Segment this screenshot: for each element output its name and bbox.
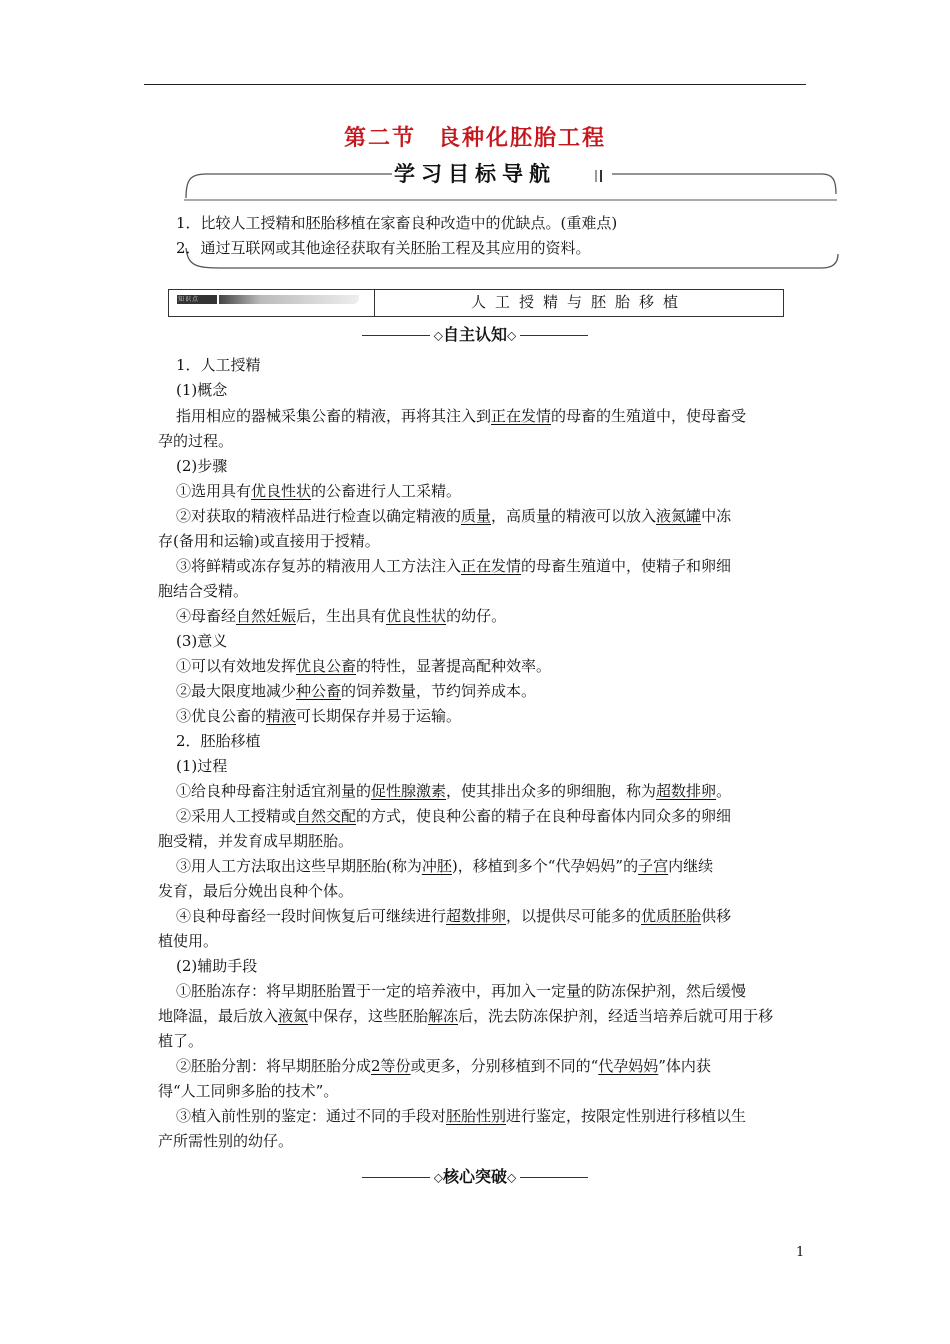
text-line: (1)过程: [176, 757, 228, 775]
text-line: ②对获取的精液样品进行检查以确定精液的质量，高质量的精液可以放入液氮罐中冻: [176, 507, 732, 525]
knowledge-point-bar: [168, 289, 784, 317]
text-line: ③优良公畜的精液可长期保存并易于运输。: [176, 707, 462, 725]
goal-item: 1．比较人工授精和胚胎移植在家畜良种改造中的优缺点。(重难点): [176, 214, 618, 232]
text-line: 地降温，最后放入液氮中保存，这些胚胎解冻后，洗去防冻保护剂，经适当培养后就可用于移: [158, 1007, 774, 1025]
learning-goals-heading: 学习目标导航: [394, 162, 556, 186]
knowledge-point-topic: 人工授精与胚胎移植: [470, 293, 687, 311]
page-title: [0, 121, 950, 152]
text-line: ④良种母畜经一段时间恢复后可继续进行超数排卵，以提供尽可能多的优质胚胎供移: [176, 907, 732, 925]
text-line: 发育，最后分娩出良种个体。: [158, 882, 354, 900]
text-line: 植了。: [158, 1032, 204, 1050]
section-heading-text: 自主认知: [442, 325, 507, 344]
text-line: 得“人工同卵多胎的技术”。: [158, 1082, 339, 1100]
text-line: 指用相应的器械采集公畜的精液，再将其注入到正在发情的母畜的生殖道中，使母畜受: [176, 407, 747, 425]
text-line: ②最大限度地减少种公畜的饲养数量，节约饲养成本。: [176, 682, 537, 700]
text-line: (1)概念: [176, 381, 228, 399]
decorative-bar: [219, 295, 359, 304]
text-line: 胞受精，并发育成早期胚胎。: [158, 832, 354, 850]
goal-item: 2．通过互联网或其他途径获取有关胚胎工程及其应用的资料。: [176, 239, 591, 257]
text-line: 存(备用和运输)或直接用于授精。: [158, 532, 380, 550]
text-line: ②采用人工授精或自然交配的方式，使良种公畜的精子在良种母畜体内同众多的卵细: [176, 807, 732, 825]
text-line: ②胚胎分割：将早期胚胎分成2等份或更多，分别移植到不同的“代孕妈妈”体内获: [176, 1057, 711, 1075]
knowledge-point-tag: 知识点: [178, 296, 200, 303]
section-number: 第二节: [343, 125, 416, 151]
text-line: (2)步骤: [176, 457, 228, 475]
text-line: 产所需性别的幼仔。: [158, 1132, 294, 1150]
text-line: ①可以有效地发挥优良公畜的特性，显著提高配种效率。: [176, 657, 552, 675]
text-line: ③用人工方法取出这些早期胚胎(称为冲胚)，移植到多个“代孕妈妈”的子宫内继续: [176, 857, 714, 875]
section-heading-self-study: ◇自主认知◇: [0, 322, 950, 345]
text-line: ③将鲜精或冻存复苏的精液用人工方法注入正在发情的母畜生殖道中，使精子和卵细: [176, 557, 732, 575]
text-line: ③植入前性别的鉴定：通过不同的手段对胚胎性别进行鉴定，按限定性别进行移植以生: [176, 1107, 747, 1125]
text-line: (2)辅助手段: [176, 957, 258, 975]
text-line: (3)意义: [176, 632, 228, 650]
text-line: 胞结合受精。: [158, 582, 249, 600]
knowledge-point-tag-cell: [169, 290, 375, 316]
text-line: ④母畜经自然妊娠后，生出具有优良性状的幼仔。: [176, 607, 507, 625]
text-line: ①胚胎冻存：将早期胚胎置于一定的培养液中，再加入一定量的防冻保护剂，然后缓慢: [176, 982, 747, 1000]
text-line: 2．胚胎移植: [176, 732, 261, 750]
page-number: 1: [796, 1245, 805, 1260]
text-line: ①选用具有优良性状的公畜进行人工采精。: [176, 482, 462, 500]
text-line: 1．人工授精: [176, 356, 261, 374]
section-heading-text: 核心突破: [442, 1167, 507, 1186]
text-line: ①给良种母畜注射适宜剂量的促性腺激素，使其排出众多的卵细胞，称为超数排卵。: [176, 782, 732, 800]
section-heading-core: ◇核心突破◇: [0, 1164, 950, 1187]
section-name: 良种化胚胎工程: [438, 125, 607, 151]
header-rule: [144, 84, 806, 85]
text-line: 孕的过程。: [158, 432, 234, 450]
text-line: 植使用。: [158, 932, 219, 950]
